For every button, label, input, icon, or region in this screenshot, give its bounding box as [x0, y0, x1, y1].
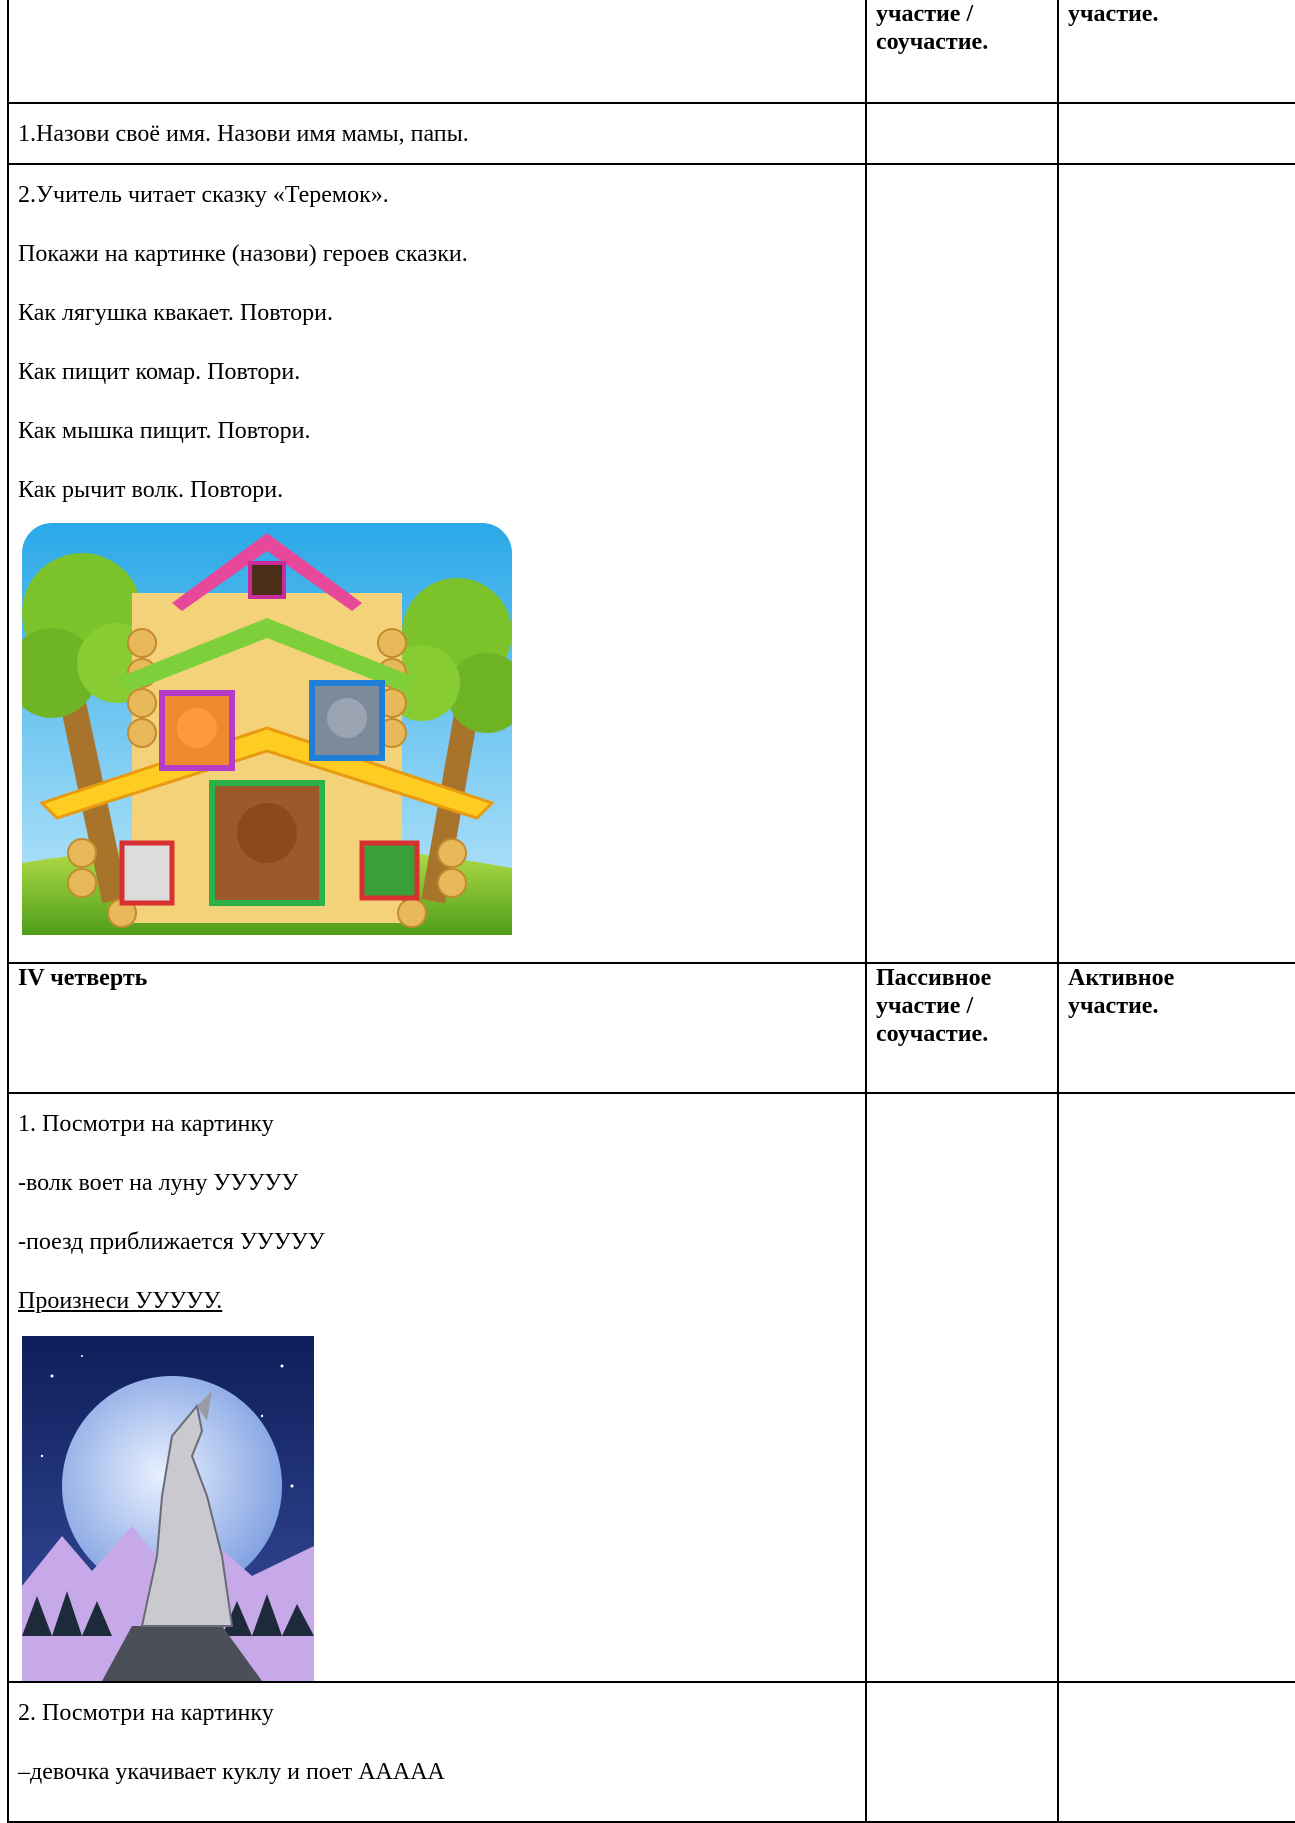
task-row-wolf	[8, 1093, 1295, 1682]
header-active-cell: Активное участие.	[1058, 963, 1295, 1093]
task-cell: 1. Посмотри на картинку -волк воет на луну УУУУУ -поезд приближается УУУУУ Произнеси УУУУУ.	[8, 1093, 866, 1682]
task-cell: 1.Назови своё имя. Назови имя мамы, папы.	[8, 103, 866, 164]
quarter-title-cell: IV четверть	[8, 963, 866, 1093]
teremok-illustration	[22, 523, 512, 935]
header-passive-cell: Пассивное участие / соучастие.	[866, 963, 1058, 1093]
active-mark-cell	[1058, 1093, 1295, 1682]
active-mark-cell	[1058, 164, 1295, 963]
passive-mark-cell	[866, 164, 1058, 963]
passive-mark-cell	[866, 1682, 1058, 1822]
task-row-doll	[8, 1682, 1295, 1822]
header-passive-cell: участие / соучастие.	[866, 0, 1058, 103]
howling-wolf-illustration	[22, 1336, 314, 1681]
header-active-cell: участие.	[1058, 0, 1295, 103]
task-cell: 2.Учитель читает сказку «Теремок». Покажи на картинке (назови) героев сказки. Как лягушка квакает. Повтори. Как пищит комар. Повтори. Как мышка пищит. Повтори. Как рычит волк. Повтори.	[8, 164, 866, 963]
header-empty-cell	[8, 0, 866, 103]
active-mark-cell	[1058, 1682, 1295, 1822]
worksheet-table	[7, 0, 1295, 1823]
task-row-name	[8, 103, 1295, 164]
task-cell: 2. Посмотри на картинку –девочка укачивает куклу и поет ААААА	[8, 1682, 866, 1822]
active-mark-cell	[1058, 103, 1295, 164]
quarter-header-row	[8, 963, 1295, 1093]
passive-mark-cell	[866, 103, 1058, 164]
header-row-continued	[8, 0, 1295, 103]
passive-mark-cell	[866, 1093, 1058, 1682]
task-row-teremok	[8, 164, 1295, 963]
